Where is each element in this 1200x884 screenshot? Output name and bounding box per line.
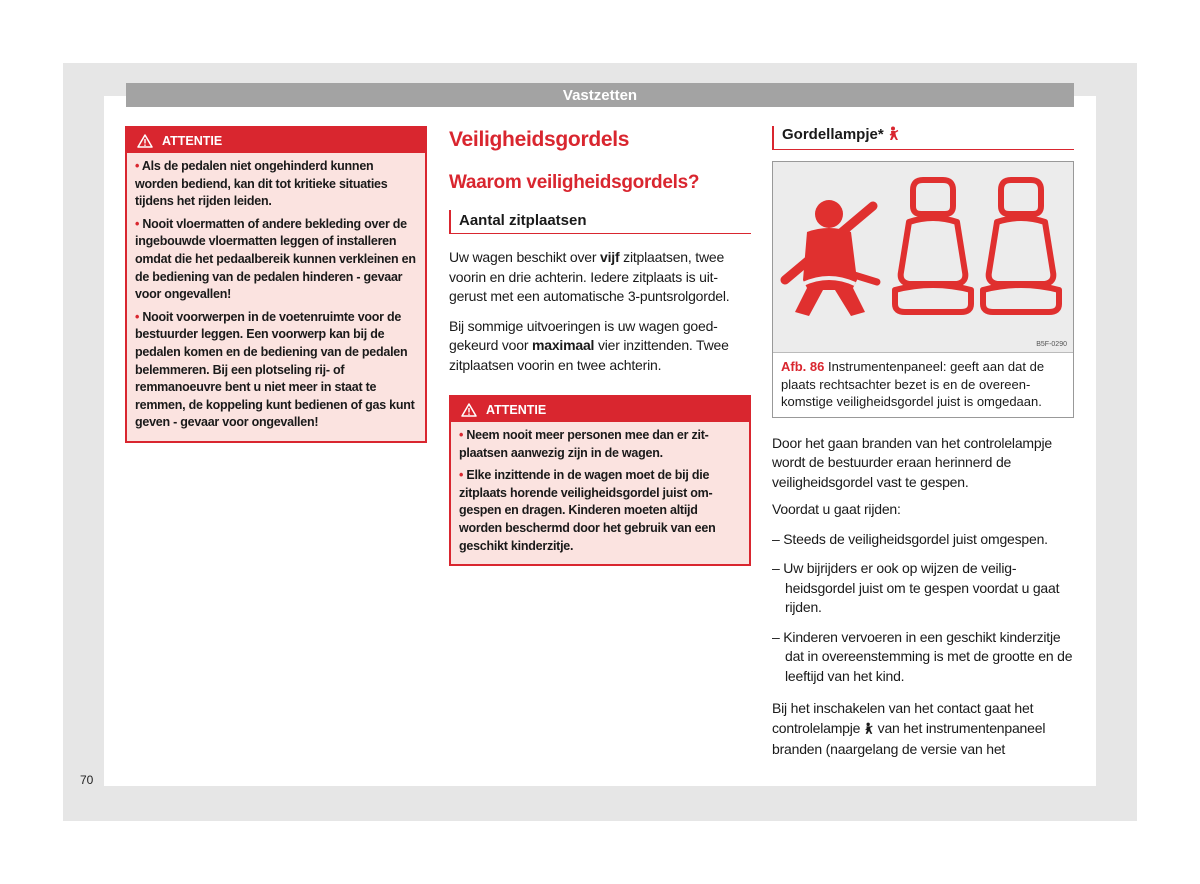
seatbelt-icon	[864, 721, 874, 741]
paragraph: Bij het inschakelen van het contact gaat het controlelampje van het instrumentenpaneel branden (naargelang de versie van het	[772, 700, 1046, 757]
list-item: – Kinderen vervoeren in een geschikt kinderzitje dat in overeenstemming is met de grootte en de leeftijd van het kind.	[772, 628, 1073, 684]
warning-item: • Neem nooit meer personen mee dan er zitplaatsen aanwezig zijn in de wagen.	[459, 428, 709, 460]
warning-body	[127, 153, 425, 441]
subsection-title: Aantal zitplaatsen	[449, 210, 751, 234]
warning-item: • Elke inzittende in de wagen moet de bij die zitplaats horende veiligheidsgordel juist omgespen en dragen. Kinderen moeten altijd worden beschermd door het gebruik van een geschikt kinderzitje.	[459, 468, 716, 553]
warning-header	[127, 128, 425, 153]
warning-header	[451, 397, 749, 422]
warning-title: ATTENTIE	[162, 133, 223, 148]
seat-outline-icon	[983, 180, 1059, 312]
warning-box	[449, 395, 751, 566]
column-middle	[449, 126, 751, 566]
warning-triangle-icon	[461, 403, 477, 417]
figure-caption: Afb. 86 Instrumentenpaneel: geeft aan dat de plaats rechtsachter bezet is en de overeenkomstige veiligheidsgordel juist is omgedaan.	[781, 359, 1045, 409]
chapter-title: Veiligheidsgordels	[449, 128, 630, 151]
column-right	[772, 126, 1074, 760]
paragraph: Voordat u gaat rijden:	[772, 501, 901, 517]
warning-item: • Nooit voorwerpen in de voetenruimte voor de bestuurder leggen. Een voorwerp kan bij de pedalen komen en de bediening van de pedalen belemmeren. Bij een plotseling rij- of remmanoeuvre bent u niet meer in staat te remmen, de koppeling kunt bedienen of gas kunt geven - gevaar voor ongevallen!	[135, 309, 415, 430]
column-left	[125, 126, 427, 443]
seat-outline-icon	[895, 180, 971, 312]
section-title: Waarom veiligheidsgordels?	[449, 172, 700, 193]
subsection-title: Gordellampje*	[772, 126, 1074, 150]
section-header: Vastzetten	[126, 83, 1074, 107]
warning-box	[125, 126, 427, 443]
warning-body	[451, 422, 749, 564]
page-number: 70	[80, 773, 94, 787]
seatbelt-icon	[888, 126, 900, 145]
seat-indicator-illustration	[773, 162, 1071, 352]
warning-item: • Nooit vloermatten of andere bekleding over de ingebouwde vloermatten leggen of installeren omdat die het pedaalbereik kunnen verkleinen en de bediening van de pedalen hinderen - gevaar voor ongevallen!	[135, 216, 416, 302]
seatbelt-person-icon	[785, 200, 877, 316]
figure-image	[773, 162, 1073, 353]
paragraph: Uw wagen beschikt over vijf zitplaatsen, twee voorin en drie achterin. Iedere zitplaats is uitgerust met een automatische 3-puntsrolgordel.	[449, 249, 730, 304]
warning-triangle-icon	[137, 134, 153, 148]
list-item: – Uw bijrijders er ook op wijzen de veiligheidsgordel juist om te gespen voordat u gaat rijden.	[772, 560, 1060, 615]
warning-item: • Als de pedalen niet ongehinderd kunnen worden bediend, kan dit tot kritieke situaties tijdens het rijden leiden.	[135, 159, 388, 209]
figure	[772, 161, 1074, 418]
figure-code: B5F-0290	[1036, 341, 1067, 348]
paragraph: Door het gaan branden van het controlelampje wordt de bestuurder eraan herinnerd de veiligheidsgordel vast te gespen.	[772, 434, 1052, 490]
warning-title: ATTENTIE	[486, 402, 547, 417]
paragraph: Bij sommige uitvoeringen is uw wagen goedgekeurd voor maximaal vier inzittenden. Twee zitplaatsen voorin en twee achterin.	[449, 317, 729, 373]
list-item: – Steeds de veiligheidsgordel juist omgespen.	[772, 530, 1048, 547]
